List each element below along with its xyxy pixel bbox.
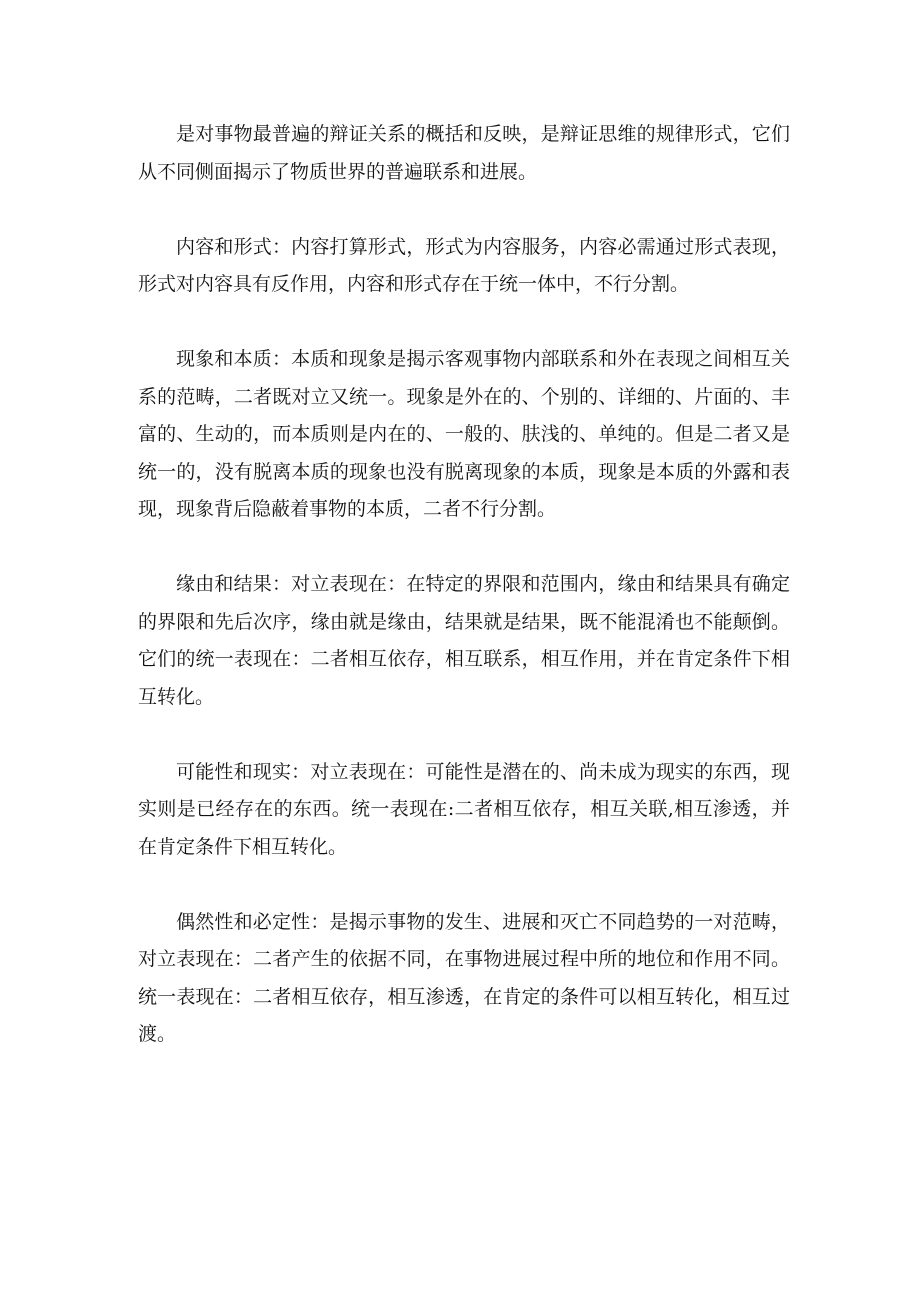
paragraph-categories-intro: 是对事物最普遍的辩证关系的概括和反映，是辩证思维的规律形式，它们从不同侧面揭示了物质世界的普遍联系和进展。 (138, 123, 790, 183)
paragraph-content-and-form: 内容和形式：内容打算形式，形式为内容服务，内容必需通过形式表现，形式对内容具有反作用，内容和形式存在于统一体中，不行分割。 (138, 235, 790, 295)
paragraph-possibility-and-reality: 可能性和现实：对立表现在：可能性是潜在的、尚未成为现实的东西，现实则是已经存在的东西。统一表现在:二者相互依存，相互关联,相互渗透，并在肯定条件下相互转化。 (138, 760, 790, 858)
paragraph-contingency-and-necessity: 偶然性和必定性：是揭示事物的发生、进展和灭亡不同趋势的一对范畴，对立表现在：二者产生的依据不同，在事物进展过程中所的地位和作用不同。统一表现在：二者相互依存，相互渗透，在肯定的条件可以相互转化，相互过渡。 (138, 910, 790, 1045)
paragraph-phenomenon-and-essence: 现象和本质：本质和现象是揭示客观事物内部联系和外在表现之间相互关系的范畴，二者既对立又统一。现象是外在的、个别的、详细的、片面的、丰富的、生动的，而本质则是内在的、一般的、肤浅的、单纯的。但是二者又是统一的，没有脱离本质的现象也没有脱离现象的本质，现象是本质的外露和表现，现象背后隐蔽着事物的本质，二者不行分割。 (138, 348, 790, 520)
document-body (138, 116, 790, 1054)
paragraph-cause-and-effect: 缘由和结果：对立表现在：在特定的界限和范围内，缘由和结果具有确定的界限和先后次序，缘由就是缘由，结果就是结果，既不能混淆也不能颠倒。它们的统一表现在：二者相互依存，相互联系，相互作用，并在肯定条件下相互转化。 (138, 573, 790, 708)
